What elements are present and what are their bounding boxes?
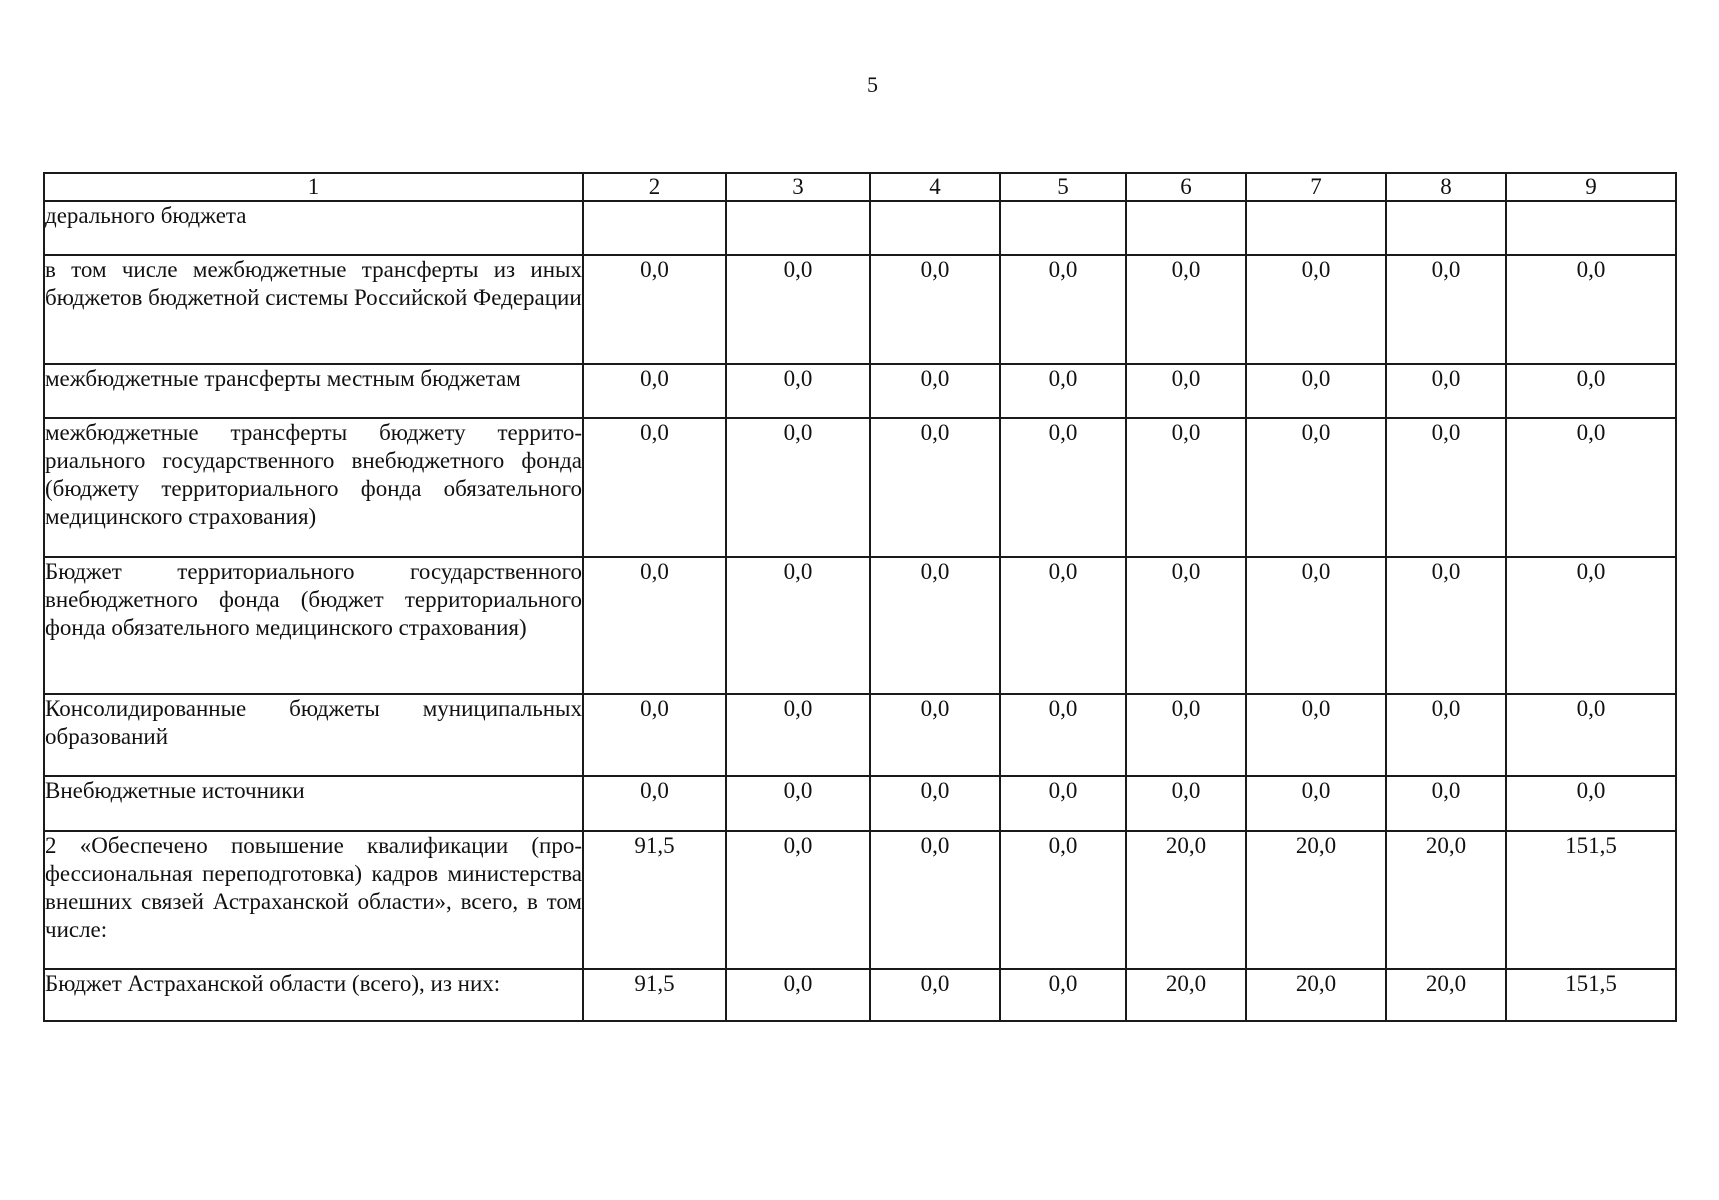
cell-value: 0,0 xyxy=(1506,418,1676,557)
cell-value: 0,0 xyxy=(583,557,726,694)
cell-value: 0,0 xyxy=(870,255,1000,364)
cell-value xyxy=(1126,201,1246,255)
cell-value: 91,5 xyxy=(583,969,726,1021)
cell-value: 0,0 xyxy=(1506,364,1676,418)
cell-value: 0,0 xyxy=(726,776,870,831)
column-header-9: 9 xyxy=(1506,173,1676,201)
cell-value: 0,0 xyxy=(870,831,1000,969)
cell-value: 0,0 xyxy=(870,557,1000,694)
cell-value: 0,0 xyxy=(1126,255,1246,364)
cell-value: 0,0 xyxy=(1506,557,1676,694)
page-number: 5 xyxy=(867,72,878,97)
cell-value: 0,0 xyxy=(1126,694,1246,776)
table-row xyxy=(44,831,1676,969)
cell-value: 0,0 xyxy=(1246,364,1386,418)
cell-value: 0,0 xyxy=(1386,694,1506,776)
budget-table xyxy=(43,172,1677,1022)
cell-value: 0,0 xyxy=(583,255,726,364)
cell-value: 0,0 xyxy=(1000,694,1126,776)
cell-value: 20,0 xyxy=(1126,969,1246,1021)
cell-value: 0,0 xyxy=(870,418,1000,557)
cell-value: 20,0 xyxy=(1386,831,1506,969)
cell-value: 0,0 xyxy=(1386,557,1506,694)
row-label: Бюджет Астраханской области (всего), из них: xyxy=(44,969,583,1021)
cell-value: 20,0 xyxy=(1126,831,1246,969)
row-label: межбюджетные трансферты местным бюджетам xyxy=(44,364,583,418)
cell-value: 0,0 xyxy=(1000,364,1126,418)
cell-value: 0,0 xyxy=(1386,776,1506,831)
cell-value: 0,0 xyxy=(1000,418,1126,557)
table-row xyxy=(44,418,1676,557)
column-header-1: 1 xyxy=(44,173,583,201)
cell-value xyxy=(1000,201,1126,255)
cell-value: 0,0 xyxy=(726,831,870,969)
cell-value: 20,0 xyxy=(1386,969,1506,1021)
cell-value: 0,0 xyxy=(1386,418,1506,557)
cell-value: 0,0 xyxy=(1126,557,1246,694)
cell-value: 0,0 xyxy=(583,364,726,418)
column-header-7: 7 xyxy=(1246,173,1386,201)
table-row xyxy=(44,969,1676,1021)
column-header-4: 4 xyxy=(870,173,1000,201)
cell-value: 0,0 xyxy=(1000,969,1126,1021)
cell-value: 0,0 xyxy=(1246,255,1386,364)
cell-value: 0,0 xyxy=(1126,364,1246,418)
cell-value: 0,0 xyxy=(1246,694,1386,776)
cell-value: 0,0 xyxy=(1246,418,1386,557)
table-row xyxy=(44,694,1676,776)
cell-value: 0,0 xyxy=(726,255,870,364)
cell-value: 0,0 xyxy=(1506,255,1676,364)
row-label: Консолидированные бюджеты муниципальных образований xyxy=(44,694,583,776)
row-label: дерального бюджета xyxy=(44,201,583,255)
cell-value: 0,0 xyxy=(583,418,726,557)
cell-value: 0,0 xyxy=(726,557,870,694)
cell-value: 0,0 xyxy=(1386,255,1506,364)
cell-value xyxy=(870,201,1000,255)
cell-value: 0,0 xyxy=(726,364,870,418)
cell-value: 0,0 xyxy=(583,776,726,831)
cell-value: 0,0 xyxy=(1000,831,1126,969)
cell-value: 0,0 xyxy=(870,969,1000,1021)
cell-value: 0,0 xyxy=(726,969,870,1021)
cell-value: 20,0 xyxy=(1246,969,1386,1021)
cell-value: 20,0 xyxy=(1246,831,1386,969)
cell-value xyxy=(1386,201,1506,255)
row-label: в том числе межбюджетные трансферты из иных бюджетов бюджетной системы Российской Федерации xyxy=(44,255,583,364)
cell-value: 0,0 xyxy=(870,364,1000,418)
cell-value: 0,0 xyxy=(1126,418,1246,557)
column-header-5: 5 xyxy=(1000,173,1126,201)
cell-value: 151,5 xyxy=(1506,969,1676,1021)
column-header-2: 2 xyxy=(583,173,726,201)
cell-value: 0,0 xyxy=(726,694,870,776)
row-label: 2 «Обеспечено повышение квалификации (профессиональная переподготовка) кадров министерства внешних связей Астраханской области», всего, в том числе: xyxy=(44,831,583,969)
table-row xyxy=(44,776,1676,831)
cell-value: 0,0 xyxy=(1386,364,1506,418)
cell-value: 0,0 xyxy=(726,418,870,557)
cell-value: 0,0 xyxy=(1506,776,1676,831)
cell-value: 0,0 xyxy=(583,694,726,776)
cell-value: 0,0 xyxy=(870,776,1000,831)
table-row xyxy=(44,255,1676,364)
cell-value: 0,0 xyxy=(1000,776,1126,831)
cell-value: 0,0 xyxy=(1000,255,1126,364)
cell-value xyxy=(726,201,870,255)
cell-value: 151,5 xyxy=(1506,831,1676,969)
row-label: Внебюджетные источники xyxy=(44,776,583,831)
table-row xyxy=(44,201,1676,255)
cell-value xyxy=(1246,201,1386,255)
cell-value: 0,0 xyxy=(870,694,1000,776)
cell-value xyxy=(583,201,726,255)
header-row xyxy=(44,173,1676,201)
column-header-3: 3 xyxy=(726,173,870,201)
cell-value: 0,0 xyxy=(1246,557,1386,694)
table-row xyxy=(44,364,1676,418)
column-header-8: 8 xyxy=(1386,173,1506,201)
cell-value: 0,0 xyxy=(1126,776,1246,831)
table-row xyxy=(44,557,1676,694)
row-label: Бюджет территориального государственного внебюджетного фонда (бюджет территориального фонда обязательного медицинского страхования) xyxy=(44,557,583,694)
cell-value xyxy=(1506,201,1676,255)
cell-value: 0,0 xyxy=(1000,557,1126,694)
cell-value: 0,0 xyxy=(1246,776,1386,831)
column-header-6: 6 xyxy=(1126,173,1246,201)
cell-value: 0,0 xyxy=(1506,694,1676,776)
cell-value: 91,5 xyxy=(583,831,726,969)
row-label: межбюджетные трансферты бюджету территориального государственного внебюджетного фонда (бюджету территориального фонда обязательного медицинского страхования) xyxy=(44,418,583,557)
